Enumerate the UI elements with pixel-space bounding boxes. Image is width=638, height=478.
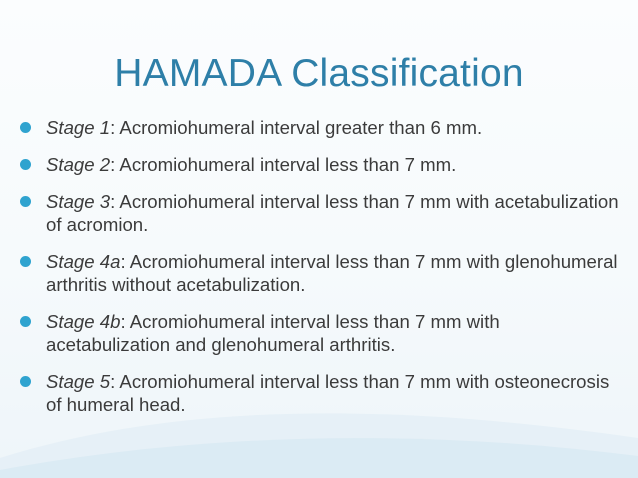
bullet-dot-icon xyxy=(20,122,31,133)
stage-description: : Acromiohumeral interval greater than 6 mm. xyxy=(110,117,483,138)
slide-title: HAMADA Classification xyxy=(114,52,524,95)
bullet-dot-icon xyxy=(20,159,31,170)
stage-label: Stage 1 xyxy=(46,117,111,138)
stage-label: Stage 4b xyxy=(46,311,121,332)
stage-label: Stage 2 xyxy=(46,154,111,175)
stage-label: Stage 5 xyxy=(46,371,111,392)
stage-label: Stage 3 xyxy=(46,191,111,212)
bullet-item-stage-3 xyxy=(20,190,620,236)
bullet-item-stage-5 xyxy=(20,370,620,416)
bullet-dot-icon xyxy=(20,376,31,387)
stage-description: : Acromiohumeral interval less than 7 mm with glenohumeral arthritis without acetabulization. xyxy=(46,251,618,295)
stage-description: : Acromiohumeral interval less than 7 mm with acetabulization and glenohumeral arthritis. xyxy=(46,311,500,355)
bullet-item-stage-4b xyxy=(20,310,620,356)
bullet-dot-icon xyxy=(20,256,31,267)
bullet-item-stage-1 xyxy=(20,116,620,139)
bullet-dot-icon xyxy=(20,196,31,207)
bullet-dot-icon xyxy=(20,316,31,327)
stage-description: : Acromiohumeral interval less than 7 mm with acetabulization of acromion. xyxy=(46,191,619,235)
stage-description: : Acromiohumeral interval less than 7 mm. xyxy=(110,154,457,175)
bullet-list xyxy=(20,116,620,430)
bullet-item-stage-4a xyxy=(20,250,620,296)
stage-description: : Acromiohumeral interval less than 7 mm with osteonecrosis of humeral head. xyxy=(46,371,610,415)
stage-label: Stage 4a xyxy=(46,251,121,272)
bullet-item-stage-2 xyxy=(20,153,620,176)
